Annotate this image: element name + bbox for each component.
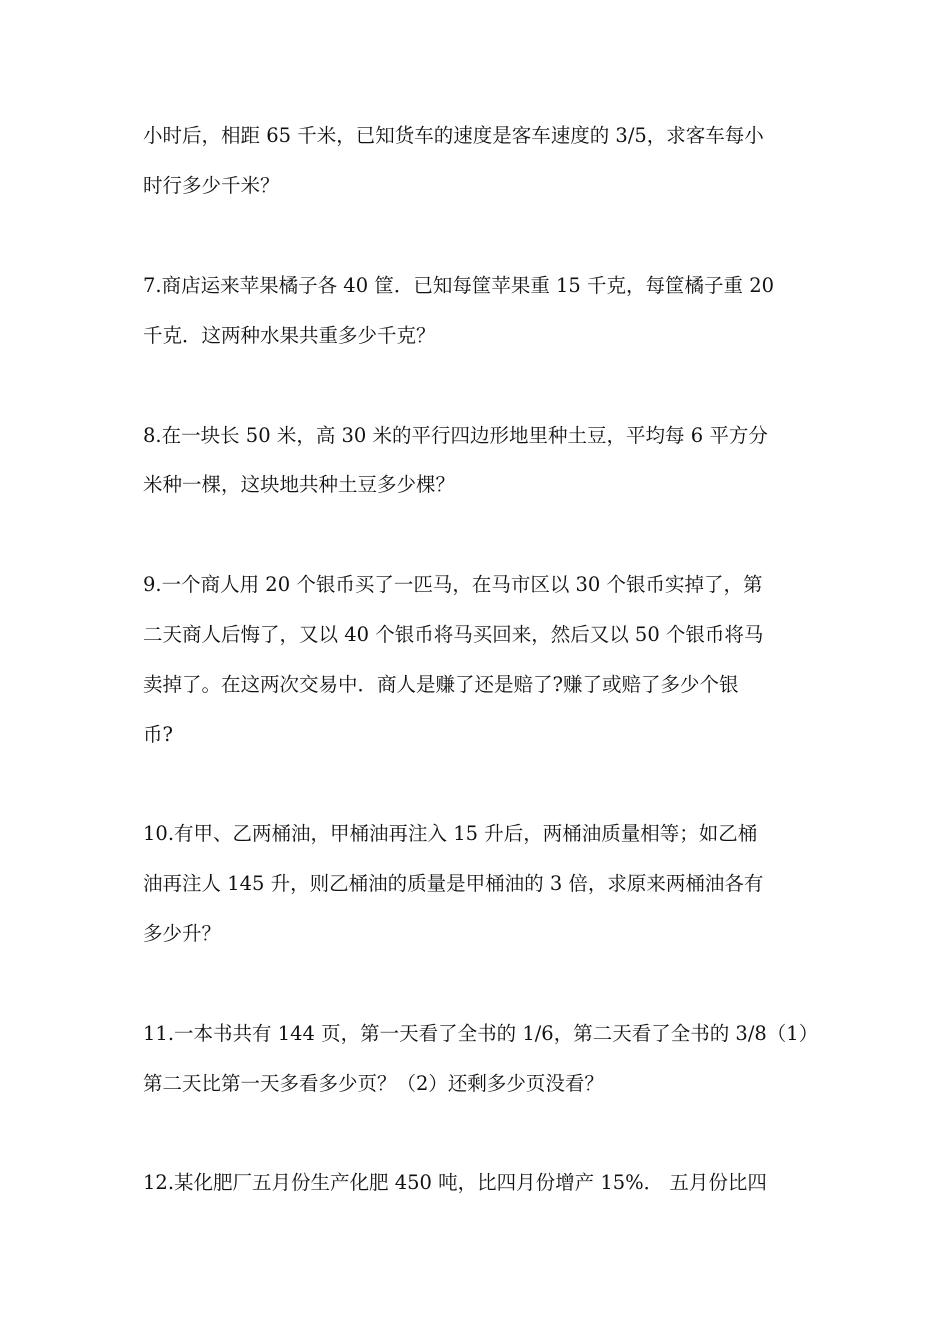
text-line: 9.一个商人用 20 个银币买了一匹马，在马市区以 30 个银币实掉了，第 (143, 573, 763, 596)
text-line: 10.有甲、乙两桶油，甲桶油再注入 15 升后，两桶油质量相等；如乙桶 (143, 822, 758, 845)
text-line: 多少升？ (143, 922, 222, 945)
text-line: 币? (143, 723, 173, 746)
text-line: 8.在一块长 50 米，高 30 米的平行四边形地里种土豆，平均每 6 平方分 (143, 424, 768, 447)
text-line: 12.某化肥厂五月份生产化肥 450 吨，比四月份增产 15%． 五月份比四 (143, 1171, 767, 1194)
text-line: 二天商人后悔了，又以 40 个银币将马买回来，然后又以 50 个银币将马 (143, 623, 764, 646)
text-line: 千克．这两种水果共重多少千克？ (143, 324, 436, 347)
text-line: 小时后，相距 65 千米，已知货车的速度是客车速度的 3/5，求客车每小 (143, 124, 764, 147)
text-line: 第二天比第一天多看多少页？（2）还剩多少页没看？ (143, 1072, 604, 1095)
text-line: 卖掉了。在这两次交易中．商人是赚了还是赔了?赚了或赔了多少个银 (143, 673, 739, 696)
text-line: 时行多少千米？ (143, 174, 280, 197)
text-line: 11.一本书共有 144 页，第一天看了全书的 1/6，第二天看了全书的 3/8（1） (143, 1022, 819, 1045)
text-line: 油再注人 145 升，则乙桶油的质量是甲桶油的 3 倍，求原来两桶油各有 (143, 872, 764, 895)
text-line: 7.商店运来苹果橘子各 40 筐．已知每筐苹果重 15 千克，每筐橘子重 20 (143, 274, 775, 297)
text-line: 米种一棵，这块地共种土豆多少棵？ (143, 473, 456, 496)
